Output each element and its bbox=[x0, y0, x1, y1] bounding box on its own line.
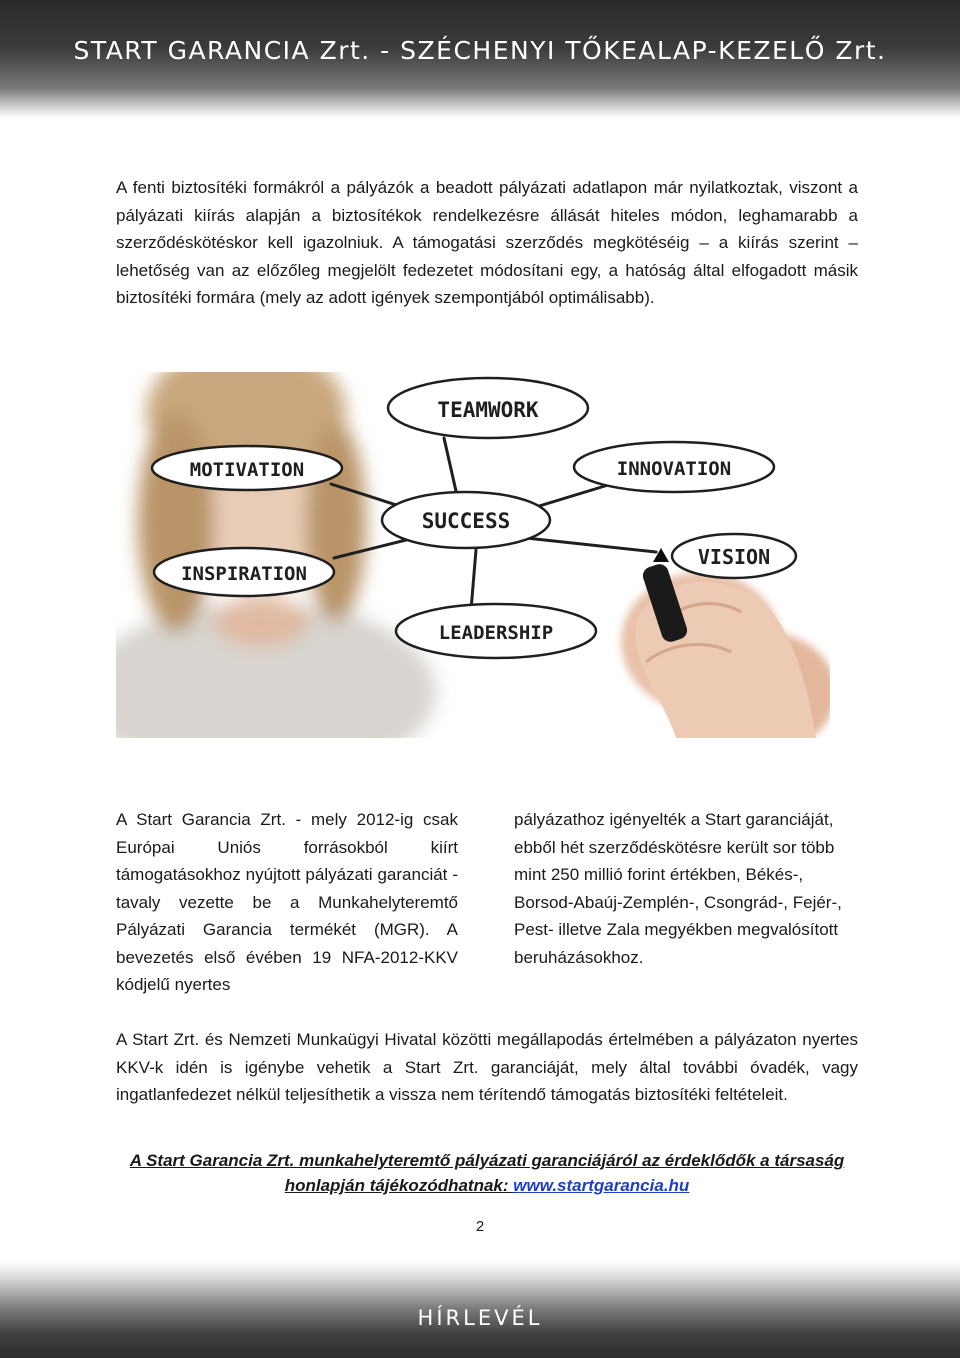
word-motivation bbox=[152, 446, 342, 490]
footer-title: HÍRLEVÉL bbox=[417, 1306, 543, 1330]
svg-text:SUCCESS: SUCCESS bbox=[421, 509, 511, 533]
word-leadership bbox=[396, 604, 596, 658]
left-column-text: A Start Garancia Zrt. - mely 2012-ig csak Európai Uniós forrásokból kiírt támogatásokhoz nyújtott pályázati garanciát - tavaly vezette be a Munkahelyteremtő Pályázati Garancia termékét (MGR). A bevezetés első évében 19 NFA-2012-KKV kódjelű nyertes bbox=[116, 810, 458, 994]
website-link[interactable]: www.startgarancia.hu bbox=[513, 1176, 690, 1195]
website-callout bbox=[116, 1148, 858, 1198]
svg-text:INSPIRATION: INSPIRATION bbox=[181, 563, 307, 585]
leadership-illustration bbox=[116, 372, 830, 738]
svg-text:TEAMWORK: TEAMWORK bbox=[437, 398, 539, 422]
word-innovation bbox=[574, 442, 774, 492]
svg-text:VISION: VISION bbox=[697, 545, 771, 569]
agreement-paragraph: A Start Zrt. és Nemzeti Munkaügyi Hivatal közötti megállapodás értelmében a pályázaton nyertes KKV-k idén is igénybe vehetik a Start Zrt. garanciáját, mely által további óvadék, vagy ingatlanfedezet nélkül teljesíthetik a vissza nem térítendő támogatás biztosítéki feltételeit. bbox=[116, 1030, 858, 1104]
svg-text:LEADERSHIP: LEADERSHIP bbox=[438, 622, 554, 644]
word-teamwork bbox=[388, 378, 588, 438]
svg-text:INNOVATION: INNOVATION bbox=[616, 458, 732, 480]
header-title: START GARANCIA Zrt. - SZÉCHENYI TŐKEALAP-KEZELŐ Zrt. bbox=[73, 36, 887, 65]
word-success bbox=[382, 492, 550, 548]
word-inspiration bbox=[154, 548, 334, 596]
word-vision bbox=[672, 534, 796, 578]
callout-text: A Start Garancia Zrt. munkahelyteremtő pályázati garanciájáról az érdeklődők a társaság honlapján tájékozódhatnak: bbox=[129, 1151, 845, 1195]
intro-paragraph: A fenti biztosítéki formákról a pályázók a beadott pályázati adatlapon már nyilatkoztak, viszont a pályázati kiírás alapján a biztosítékok rendelkezésre állását hiteles módon, leghamarabb a szerződéskötéskor kell igazolniuk. A támogatási szerződés megkötéséig – a kiírás szerint – lehetőség van az előzőleg megjelölt fedezetet módosítani egy, a hatóság által elfogadott másik biztosítéki formára (mely az adott igények szempontjából optimálisabb). bbox=[116, 178, 858, 307]
svg-text:MOTIVATION: MOTIVATION bbox=[189, 459, 305, 481]
right-column-text: pályázathoz igényelték a Start garanciáját, ebből hét szerződéskötésre került sor több mint 250 millió forint értékben, Békés-, Borsod-Abaúj-Zemplén-, Csongrád-, Fejér-, Pest- illetve Zala megyékben megvalósított beruházásokhoz. bbox=[514, 810, 842, 967]
page-number: 2 bbox=[475, 1218, 485, 1235]
